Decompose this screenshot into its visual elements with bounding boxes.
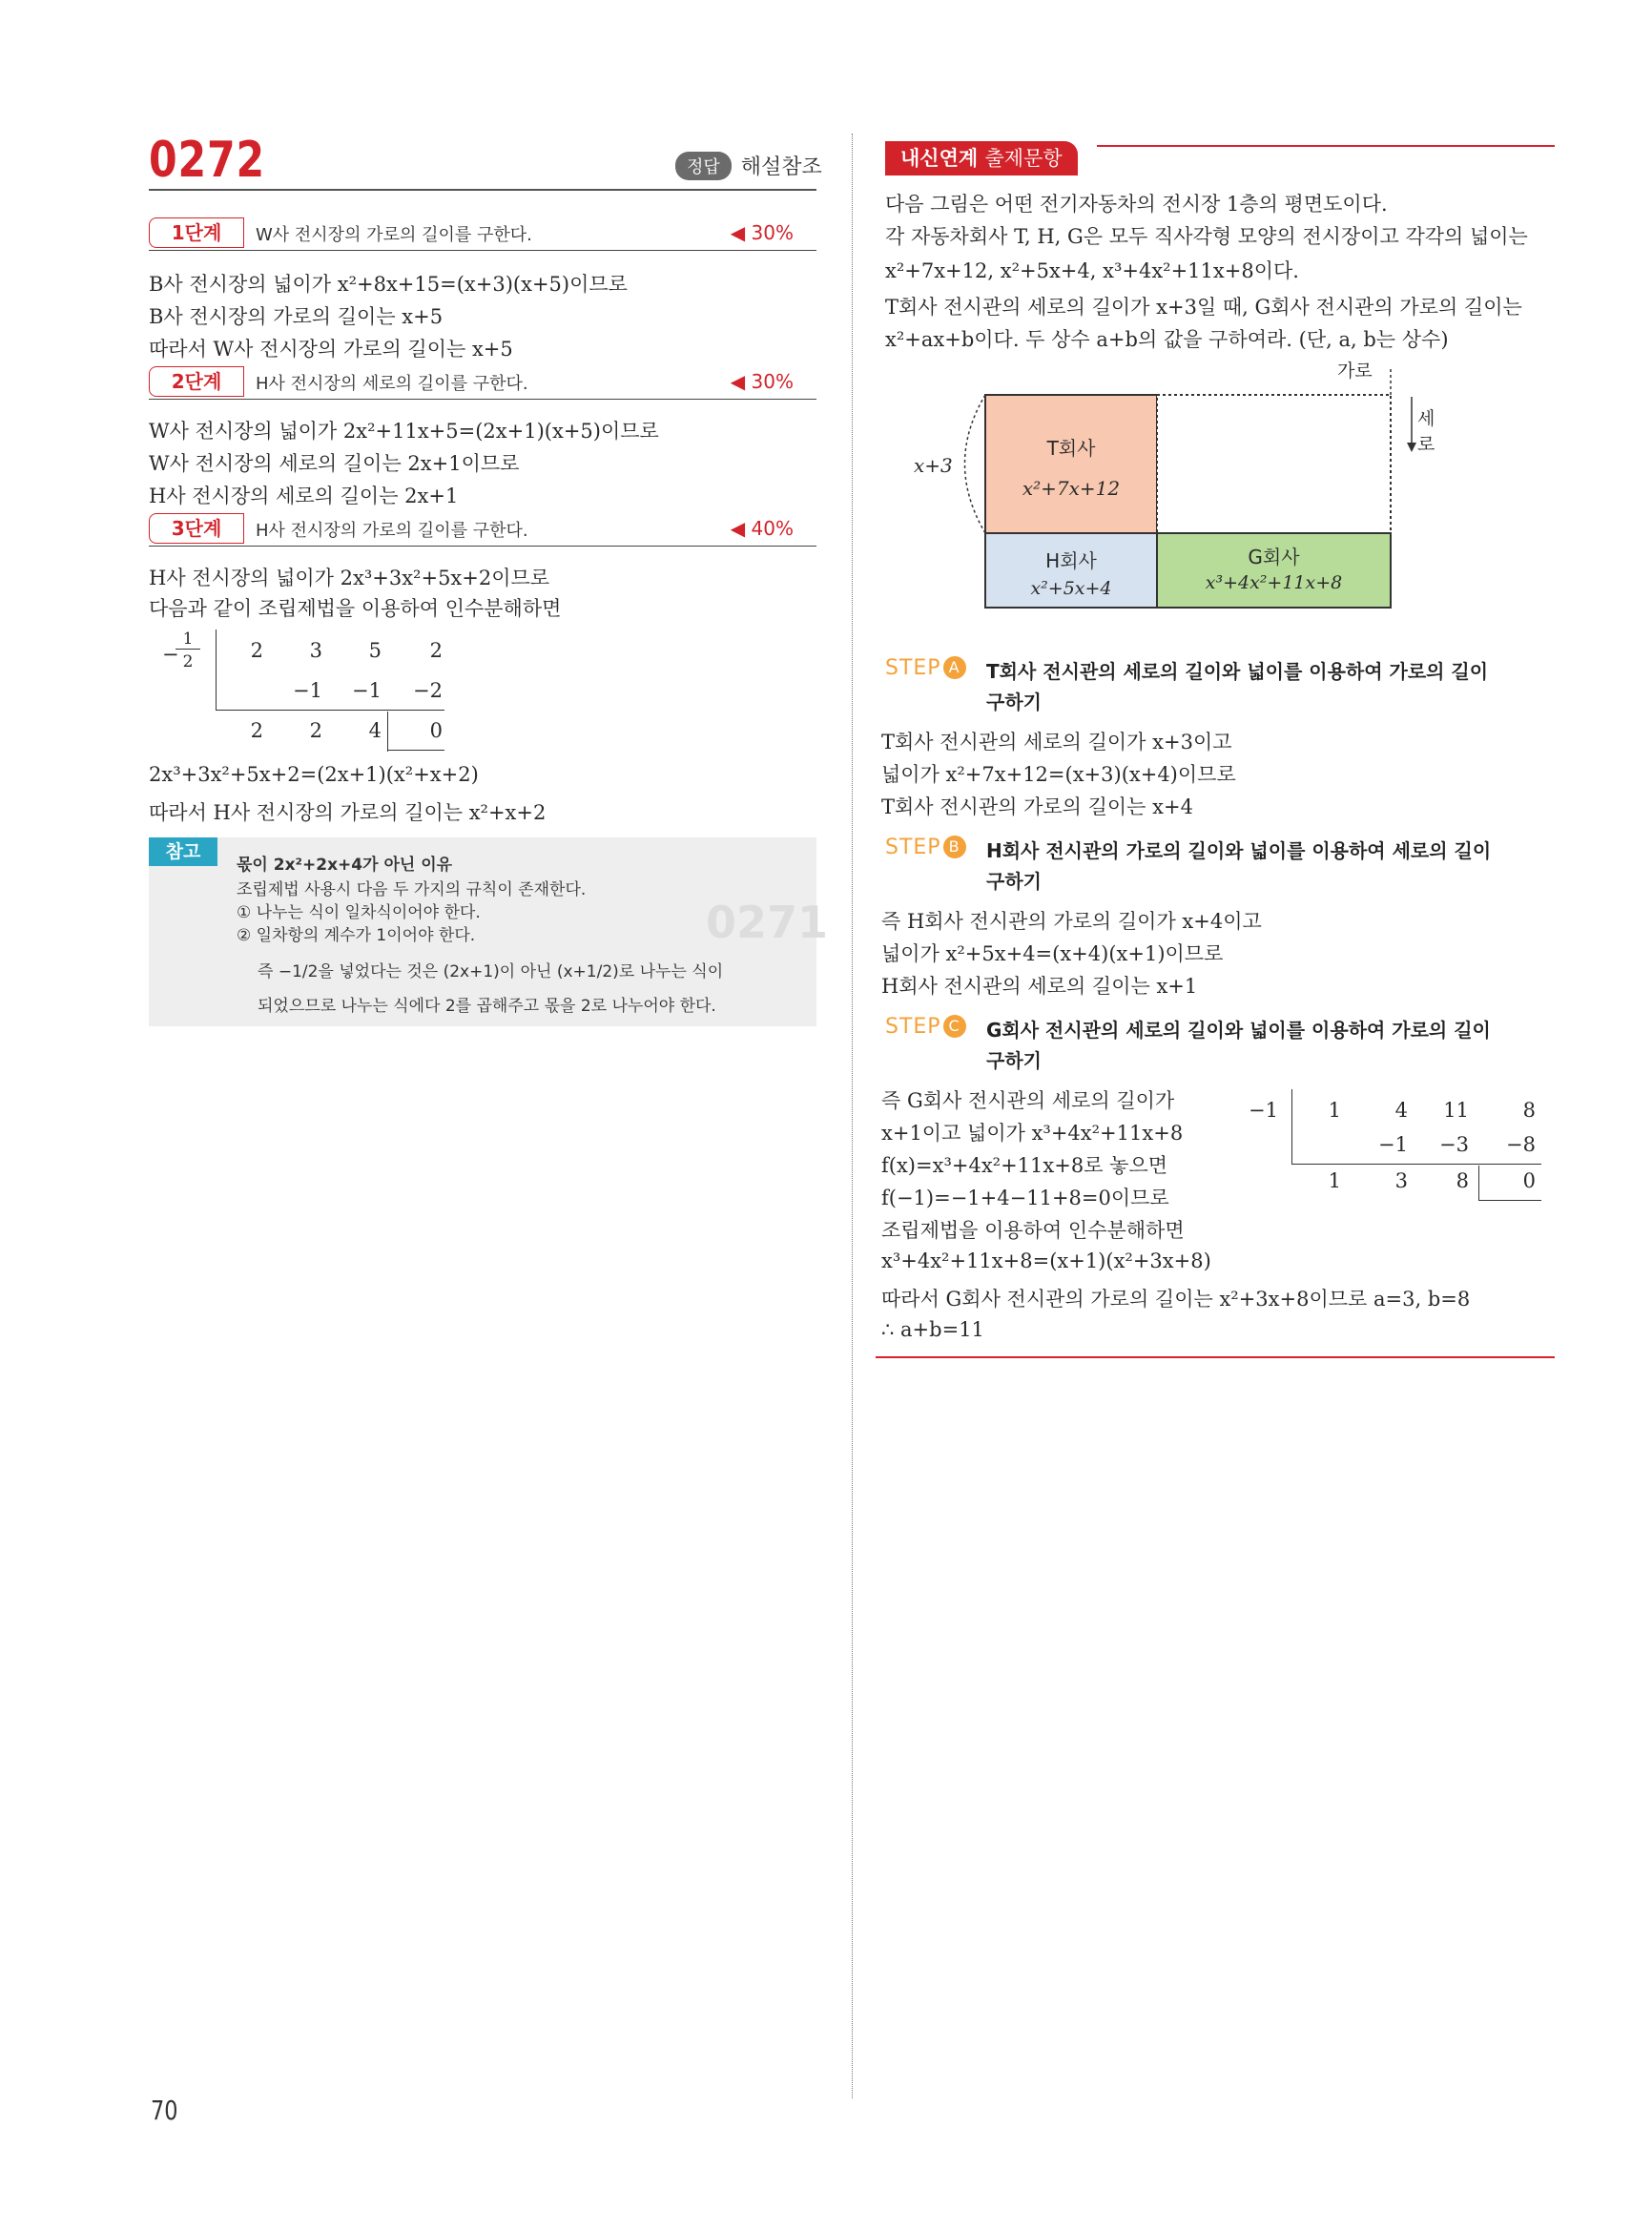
step-desc: H사 전시장의 세로의 길이를 구한다. xyxy=(256,374,528,394)
step-a-label xyxy=(885,656,966,680)
t-company-area-text: x²+7x+12 xyxy=(1022,477,1121,500)
divisor-denominator: 2 xyxy=(182,652,194,671)
header-divider xyxy=(149,189,816,191)
step-c-heading-2: 구하기 xyxy=(986,1049,1042,1072)
solution-line: ∴ a+b=11 xyxy=(881,1318,984,1341)
problem-number: 0272 xyxy=(149,132,265,189)
step-a-heading: T회사 전시관의 세로의 길이와 넓이를 이용하여 가로의 길이 xyxy=(986,660,1489,683)
divisor-sign: − xyxy=(162,643,179,666)
h-company-name: H회사 xyxy=(1045,549,1097,572)
step-desc: H사 전시장의 가로의 길이를 구한다. xyxy=(256,521,528,541)
synth-cell: −2 xyxy=(413,679,443,702)
note-line: 되었으므로 나누는 식에다 2를 곱해주고 몫을 2로 나누어야 한다. xyxy=(258,997,716,1016)
synth-cell: 2 xyxy=(429,639,443,662)
watermark-text: 0271 xyxy=(706,897,829,948)
synth-cell: 0 xyxy=(1522,1169,1536,1192)
step-percent: ◀ 30% xyxy=(730,370,794,393)
g-company-name: G회사 xyxy=(1248,546,1300,568)
solution-line: 넓이가 x²+7x+12=(x+3)(x+4)이므로 xyxy=(881,763,1236,786)
solution-line: B사 전시장의 넓이가 x²+8x+15=(x+3)(x+5)이므로 xyxy=(149,273,628,296)
synth-cell: 8 xyxy=(1456,1169,1469,1192)
question-line: 각 자동차회사 T, H, G은 모두 직사각형 모양의 전시장이고 각각의 넓이는 xyxy=(885,225,1528,248)
solution-line: 즉 G회사 전시관의 세로의 길이가 xyxy=(881,1089,1175,1112)
remainder-box-bottom xyxy=(387,750,444,751)
step-c-label xyxy=(885,1015,966,1039)
answer-box xyxy=(675,151,822,180)
empty-area xyxy=(1157,395,1391,533)
synth-cell: 3 xyxy=(309,639,322,662)
note-line: 즉 −1/2을 넣었다는 것은 (2x+1)이 아닌 (x+1/2)로 나누는 식이 xyxy=(258,962,724,981)
synth-cell: 2 xyxy=(250,639,263,662)
remainder-box-bottom xyxy=(1478,1200,1541,1201)
g-company-area-text: x³+4x²+11x+8 xyxy=(1205,572,1343,593)
note-line: ② 일차항의 계수가 1이어야 한다. xyxy=(237,926,476,945)
banner-rule xyxy=(1097,145,1555,147)
label-x-plus-3: x+3 xyxy=(914,454,953,477)
synth-cell: 5 xyxy=(368,639,382,662)
h-company-area-text: x²+5x+4 xyxy=(1030,578,1112,599)
label-sero: 세로 xyxy=(1417,408,1435,455)
answer-badge: 정답 xyxy=(675,152,732,180)
solution-line: T회사 전시관의 가로의 길이는 x+4 xyxy=(881,795,1193,818)
step-label-text: STEP xyxy=(885,1015,941,1039)
synth-cell: −1 xyxy=(293,679,322,702)
floor-plan-figure xyxy=(916,359,1450,618)
solution-line: 넓이가 x²+5x+4=(x+4)(x+1)이므로 xyxy=(881,942,1224,965)
step-label-text: STEP xyxy=(885,836,941,859)
solution-line: H사 전시장의 세로의 길이는 2x+1 xyxy=(149,485,459,507)
synthetic-division-left xyxy=(162,630,458,754)
synth-cell: −3 xyxy=(1439,1133,1469,1156)
synth-horizontal-line xyxy=(1291,1164,1541,1165)
label-garo: 가로 xyxy=(1337,361,1373,382)
column-divider xyxy=(852,134,853,2098)
side-brace xyxy=(965,395,986,533)
solution-line: 따라서 G회사 전시관의 가로의 길이는 x²+3x+8이므로 a=3, b=8 xyxy=(881,1288,1471,1311)
answer-text: 해설참조 xyxy=(740,155,822,179)
banner xyxy=(885,141,1078,176)
synth-cell: 2 xyxy=(250,719,263,742)
question-line: x²+7x+12, x²+5x+4, x³+4x²+11x+8이다. xyxy=(885,259,1299,282)
step-b-heading: H회사 전시관의 가로의 길이와 넓이를 이용하여 세로의 길이 xyxy=(986,839,1492,862)
solution-line: x³+4x²+11x+8=(x+1)(x²+3x+8) xyxy=(881,1249,1211,1272)
solution-line: 따라서 H사 전시장의 가로의 길이는 x²+x+2 xyxy=(149,801,547,824)
step-b-heading-2: 구하기 xyxy=(986,870,1042,893)
remainder-box-left xyxy=(1478,1166,1479,1200)
synth-cell: 4 xyxy=(1394,1099,1408,1122)
step-c-heading: G회사 전시관의 세로의 길이와 넓이를 이용하여 가로의 길이 xyxy=(986,1019,1491,1042)
synth-horizontal-line xyxy=(216,710,444,711)
synth-cell: 3 xyxy=(1394,1169,1408,1192)
solution-line: f(x)=x³+4x²+11x+8로 놓으면 xyxy=(881,1154,1168,1177)
synthetic-division-right xyxy=(1240,1089,1545,1204)
synth-cell: 1 xyxy=(1328,1169,1341,1192)
synth-cell: 8 xyxy=(1522,1099,1536,1122)
step-label-text: STEP xyxy=(885,656,941,680)
step-tag: 2단계 xyxy=(149,366,244,397)
remainder-box-left xyxy=(387,712,388,752)
divisor-numerator: 1 xyxy=(176,630,200,650)
synth-cell: 1 xyxy=(1328,1099,1341,1122)
synth-cell: −8 xyxy=(1506,1133,1536,1156)
solution-line: 따라서 W사 전시장의 가로의 길이는 x+5 xyxy=(149,338,513,361)
solution-line: 조립제법을 이용하여 인수분해하면 xyxy=(881,1219,1185,1242)
solution-line: T회사 전시관의 세로의 길이가 x+3이고 xyxy=(881,731,1232,754)
solution-line: 즉 H회사 전시관의 가로의 길이가 x+4이고 xyxy=(881,910,1262,933)
question-line: 다음 그림은 어떤 전기자동차의 전시장 1층의 평면도이다. xyxy=(885,193,1388,216)
note-line: 조립제법 사용시 다음 두 가지의 규칙이 존재한다. xyxy=(237,880,587,899)
solution-line: B사 전시장의 가로의 길이는 x+5 xyxy=(149,305,444,328)
step-a-heading-2: 구하기 xyxy=(986,691,1042,713)
banner-label-a: 내신연계 xyxy=(900,147,979,170)
question-line: T회사 전시관의 세로의 길이가 x+3일 때, G회사 전시관의 가로의 길이는 xyxy=(885,296,1522,319)
solution-line: 2x³+3x²+5x+2=(2x+1)(x²+x+2) xyxy=(149,763,479,786)
t-company-area xyxy=(985,395,1157,533)
step-b-label xyxy=(885,836,966,859)
note-line: ① 나누는 식이 일차식이어야 한다. xyxy=(237,903,481,922)
solution-line: f(−1)=−1+4−11+8=0이므로 xyxy=(881,1187,1169,1209)
step-3-header xyxy=(149,513,816,547)
note-tag: 참고 xyxy=(149,837,217,866)
page-number: 70 xyxy=(151,2095,178,2126)
step-tag: 3단계 xyxy=(149,513,244,544)
t-company-name: T회사 xyxy=(1046,437,1096,460)
banner-label-b: 출제문항 xyxy=(984,147,1063,170)
step-tag: 1단계 xyxy=(149,217,244,248)
synth-cell: 0 xyxy=(429,719,443,742)
divisor: −1 xyxy=(1249,1099,1278,1122)
step-percent: ◀ 40% xyxy=(730,517,794,540)
synth-vertical-line xyxy=(1291,1089,1292,1164)
solution-line: W사 전시장의 세로의 길이는 2x+1이므로 xyxy=(149,452,520,475)
step-letter-badge: C xyxy=(943,1015,966,1038)
step-2-header xyxy=(149,366,816,400)
synth-cell: 11 xyxy=(1443,1099,1469,1122)
step-letter-badge: B xyxy=(943,836,966,858)
section-end-rule xyxy=(876,1356,1555,1358)
sero-arrowhead xyxy=(1407,443,1416,452)
synth-cell: −1 xyxy=(352,679,382,702)
synth-vertical-line xyxy=(216,630,217,710)
synth-cell: 2 xyxy=(309,719,322,742)
step-letter-badge: A xyxy=(943,656,966,679)
synth-cell: 4 xyxy=(368,719,382,742)
solution-line: W사 전시장의 넓이가 2x²+11x+5=(2x+1)(x+5)이므로 xyxy=(149,420,659,443)
step-percent: ◀ 30% xyxy=(730,221,794,244)
solution-line: H회사 전시관의 세로의 길이는 x+1 xyxy=(881,975,1198,998)
solution-line: H사 전시장의 넓이가 2x³+3x²+5x+2이므로 xyxy=(149,567,550,589)
question-line: x²+ax+b이다. 두 상수 a+b의 값을 구하여라. (단, a, b는 상수) xyxy=(885,328,1449,351)
step-desc: W사 전시장의 가로의 길이를 구한다. xyxy=(256,225,532,245)
synth-cell: −1 xyxy=(1378,1133,1408,1156)
note-title: 몫이 2x²+2x+4가 아닌 이유 xyxy=(237,856,453,875)
step-1-header xyxy=(149,217,816,251)
solution-line: 다음과 같이 조립제법을 이용하여 인수분해하면 xyxy=(149,597,562,620)
solution-line: x+1이고 넓이가 x³+4x²+11x+8 xyxy=(881,1122,1184,1145)
